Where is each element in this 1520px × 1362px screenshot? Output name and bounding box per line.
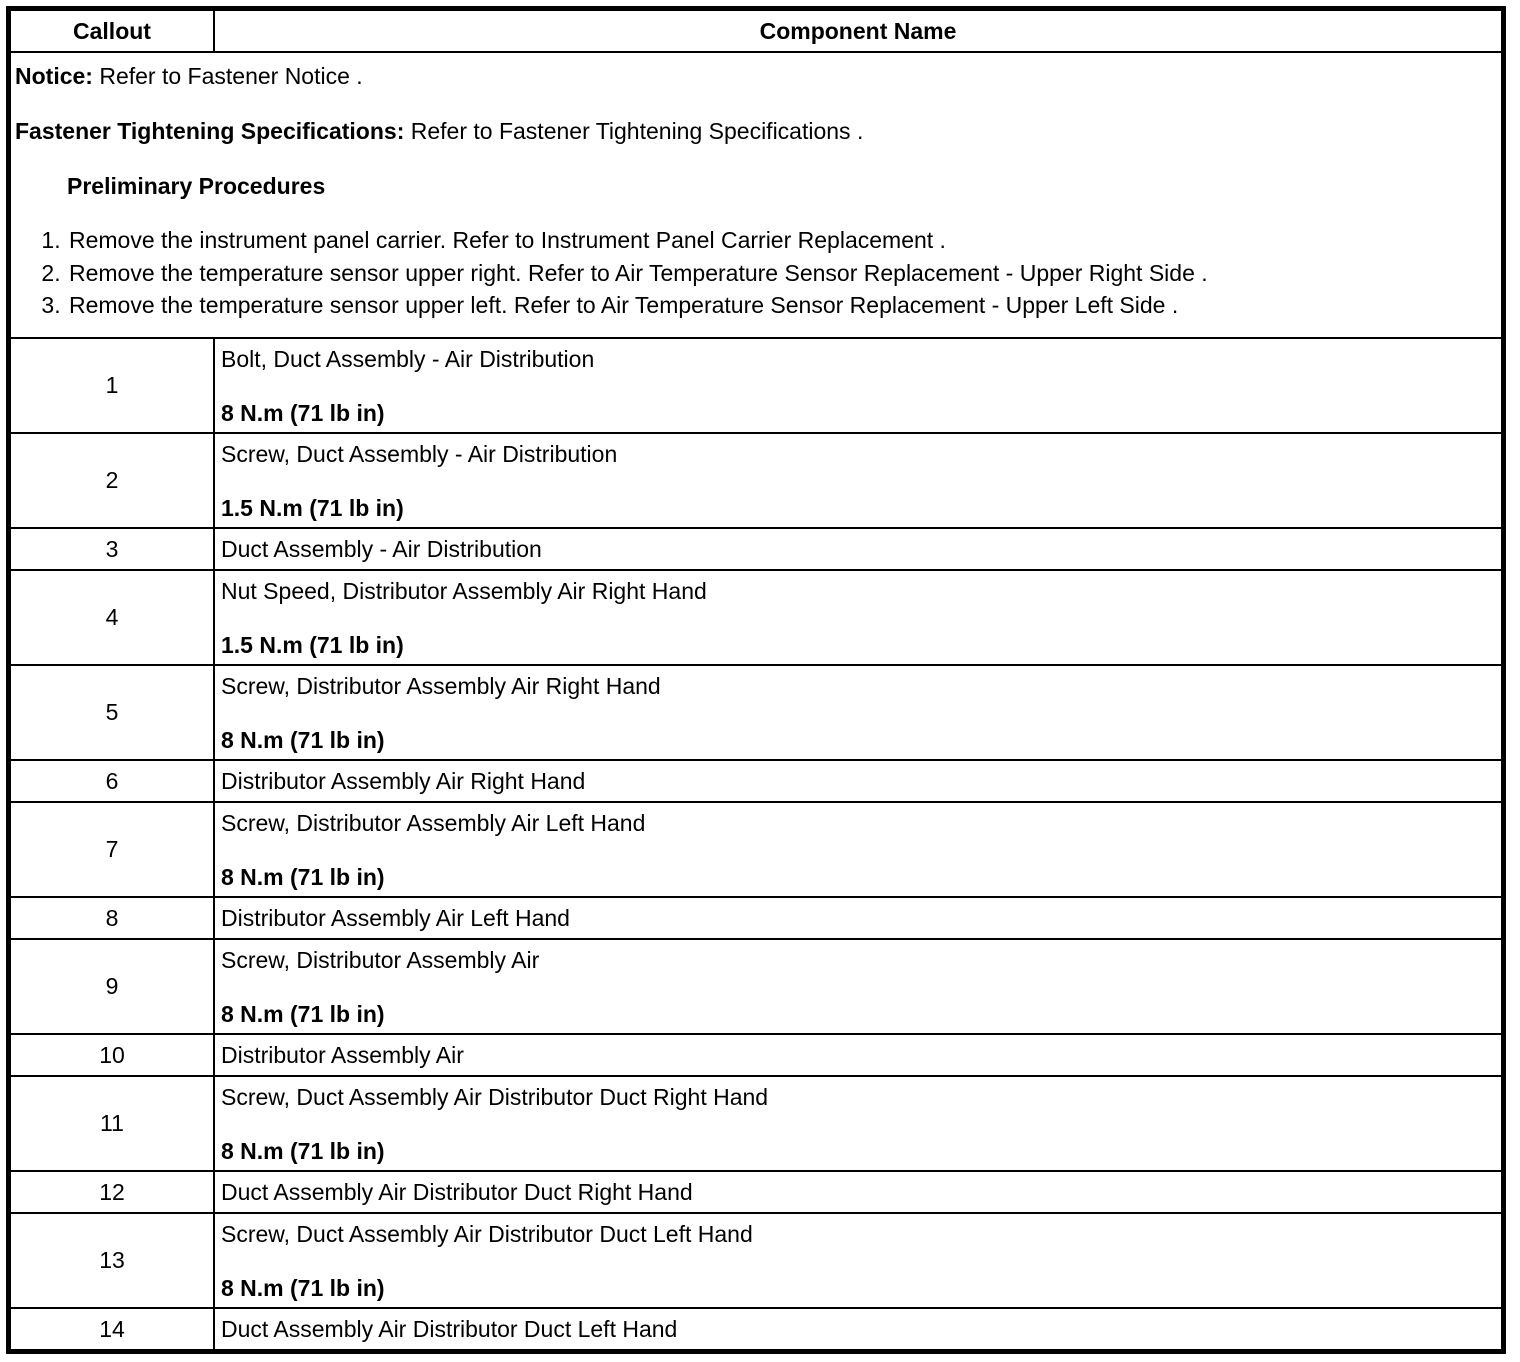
notice-paragraph: [15, 61, 1497, 91]
callout-number: 14: [10, 1308, 214, 1350]
component-name: Distributor Assembly Air: [221, 1042, 464, 1068]
table-row: [10, 1034, 1502, 1076]
torque-spec: 8 N.m (71 lb in): [221, 1275, 385, 1301]
notice-label: Notice:: [15, 63, 93, 89]
torque-spec: 8 N.m (71 lb in): [221, 1138, 385, 1164]
preliminary-step: 3. Remove the temperature sensor upper left. Refer to Air Temperature Sensor Replacement - Upper Left Side .: [67, 289, 1497, 322]
component-name: Distributor Assembly Air Left Hand: [221, 905, 570, 931]
callout-number: 6: [10, 760, 214, 802]
component-name: Screw, Distributor Assembly Air Right Hand: [221, 673, 661, 699]
torque-spec: 8 N.m (71 lb in): [221, 864, 385, 890]
torque-spec: 8 N.m (71 lb in): [221, 1001, 385, 1027]
component-name-cell: [214, 570, 1502, 665]
callout-column-header: Callout: [10, 10, 214, 52]
component-name: Distributor Assembly Air Right Hand: [221, 768, 586, 794]
torque-spec: 8 N.m (71 lb in): [221, 400, 385, 426]
component-name-cell: [214, 1171, 1502, 1213]
preliminary-step: 1. Remove the instrument panel carrier. Refer to Instrument Panel Carrier Replacement .: [67, 224, 1497, 257]
component-name: Screw, Duct Assembly Air Distributor Duct Right Hand: [221, 1084, 769, 1110]
table-row: [10, 528, 1502, 570]
component-name-cell: [214, 433, 1502, 528]
callout-number: 10: [10, 1034, 214, 1076]
callout-number: 3: [10, 528, 214, 570]
preliminary-steps-list: [15, 224, 1497, 322]
table-header-row: [10, 10, 1502, 52]
table-row: [10, 1308, 1502, 1350]
component-name: Screw, Distributor Assembly Air: [221, 947, 540, 973]
component-name-cell: [214, 939, 1502, 1034]
table-row: [10, 897, 1502, 939]
table-row: [10, 1171, 1502, 1213]
component-name-cell: [214, 1213, 1502, 1308]
table-row: [10, 433, 1502, 528]
fastener-text: Refer to Fastener Tightening Specifications .: [404, 118, 864, 144]
callout-number: 13: [10, 1213, 214, 1308]
component-name-cell: [214, 760, 1502, 802]
component-name: Screw, Duct Assembly Air Distributor Duct Left Hand: [221, 1221, 753, 1247]
table-row: [10, 760, 1502, 802]
table-row: [10, 939, 1502, 1034]
torque-spec: 8 N.m (71 lb in): [221, 727, 385, 753]
component-name-cell: [214, 1076, 1502, 1171]
component-name-cell: [214, 1034, 1502, 1076]
callout-number: 2: [10, 433, 214, 528]
fastener-label: Fastener Tightening Specifications:: [15, 118, 405, 144]
component-name-cell: [214, 1308, 1502, 1350]
table-row: [10, 1076, 1502, 1171]
component-name: Duct Assembly - Air Distribution: [221, 536, 542, 562]
callout-number: 7: [10, 802, 214, 897]
torque-spec: 1.5 N.m (71 lb in): [221, 632, 404, 658]
component-name: Bolt, Duct Assembly - Air Distribution: [221, 346, 595, 372]
torque-spec: 1.5 N.m (71 lb in): [221, 495, 404, 521]
callout-number: 12: [10, 1171, 214, 1213]
component-name-cell: [214, 665, 1502, 760]
fastener-paragraph: [15, 116, 1497, 146]
component-name-cell: [214, 338, 1502, 433]
component-table-document: [6, 6, 1506, 1354]
table-row: [10, 1213, 1502, 1308]
callout-number: 1: [10, 338, 214, 433]
component-name: Duct Assembly Air Distributor Duct Left Hand: [221, 1316, 678, 1342]
table-row: [10, 802, 1502, 897]
callout-number: 11: [10, 1076, 214, 1171]
intro-row: [10, 52, 1502, 338]
callout-number: 9: [10, 939, 214, 1034]
notice-text: Refer to Fastener Notice .: [92, 63, 363, 89]
callout-number: 5: [10, 665, 214, 760]
component-name-column-header: Component Name: [214, 10, 1502, 52]
component-name: Screw, Distributor Assembly Air Left Hand: [221, 810, 646, 836]
component-name: Nut Speed, Distributor Assembly Air Right Hand: [221, 578, 707, 604]
component-name: Screw, Duct Assembly - Air Distribution: [221, 441, 618, 467]
table-row: [10, 570, 1502, 665]
intro-cell: [10, 52, 1502, 338]
component-table: [9, 9, 1503, 1351]
component-name-cell: [214, 528, 1502, 570]
component-name-cell: [214, 802, 1502, 897]
preliminary-step: 2. Remove the temperature sensor upper right. Refer to Air Temperature Sensor Replacement - Upper Right Side .: [67, 257, 1497, 290]
table-row: [10, 338, 1502, 433]
callout-number: 8: [10, 897, 214, 939]
component-name: Duct Assembly Air Distributor Duct Right Hand: [221, 1179, 693, 1205]
component-name-cell: [214, 897, 1502, 939]
table-row: [10, 665, 1502, 760]
preliminary-procedures-title: Preliminary Procedures: [67, 173, 326, 199]
callout-number: 4: [10, 570, 214, 665]
